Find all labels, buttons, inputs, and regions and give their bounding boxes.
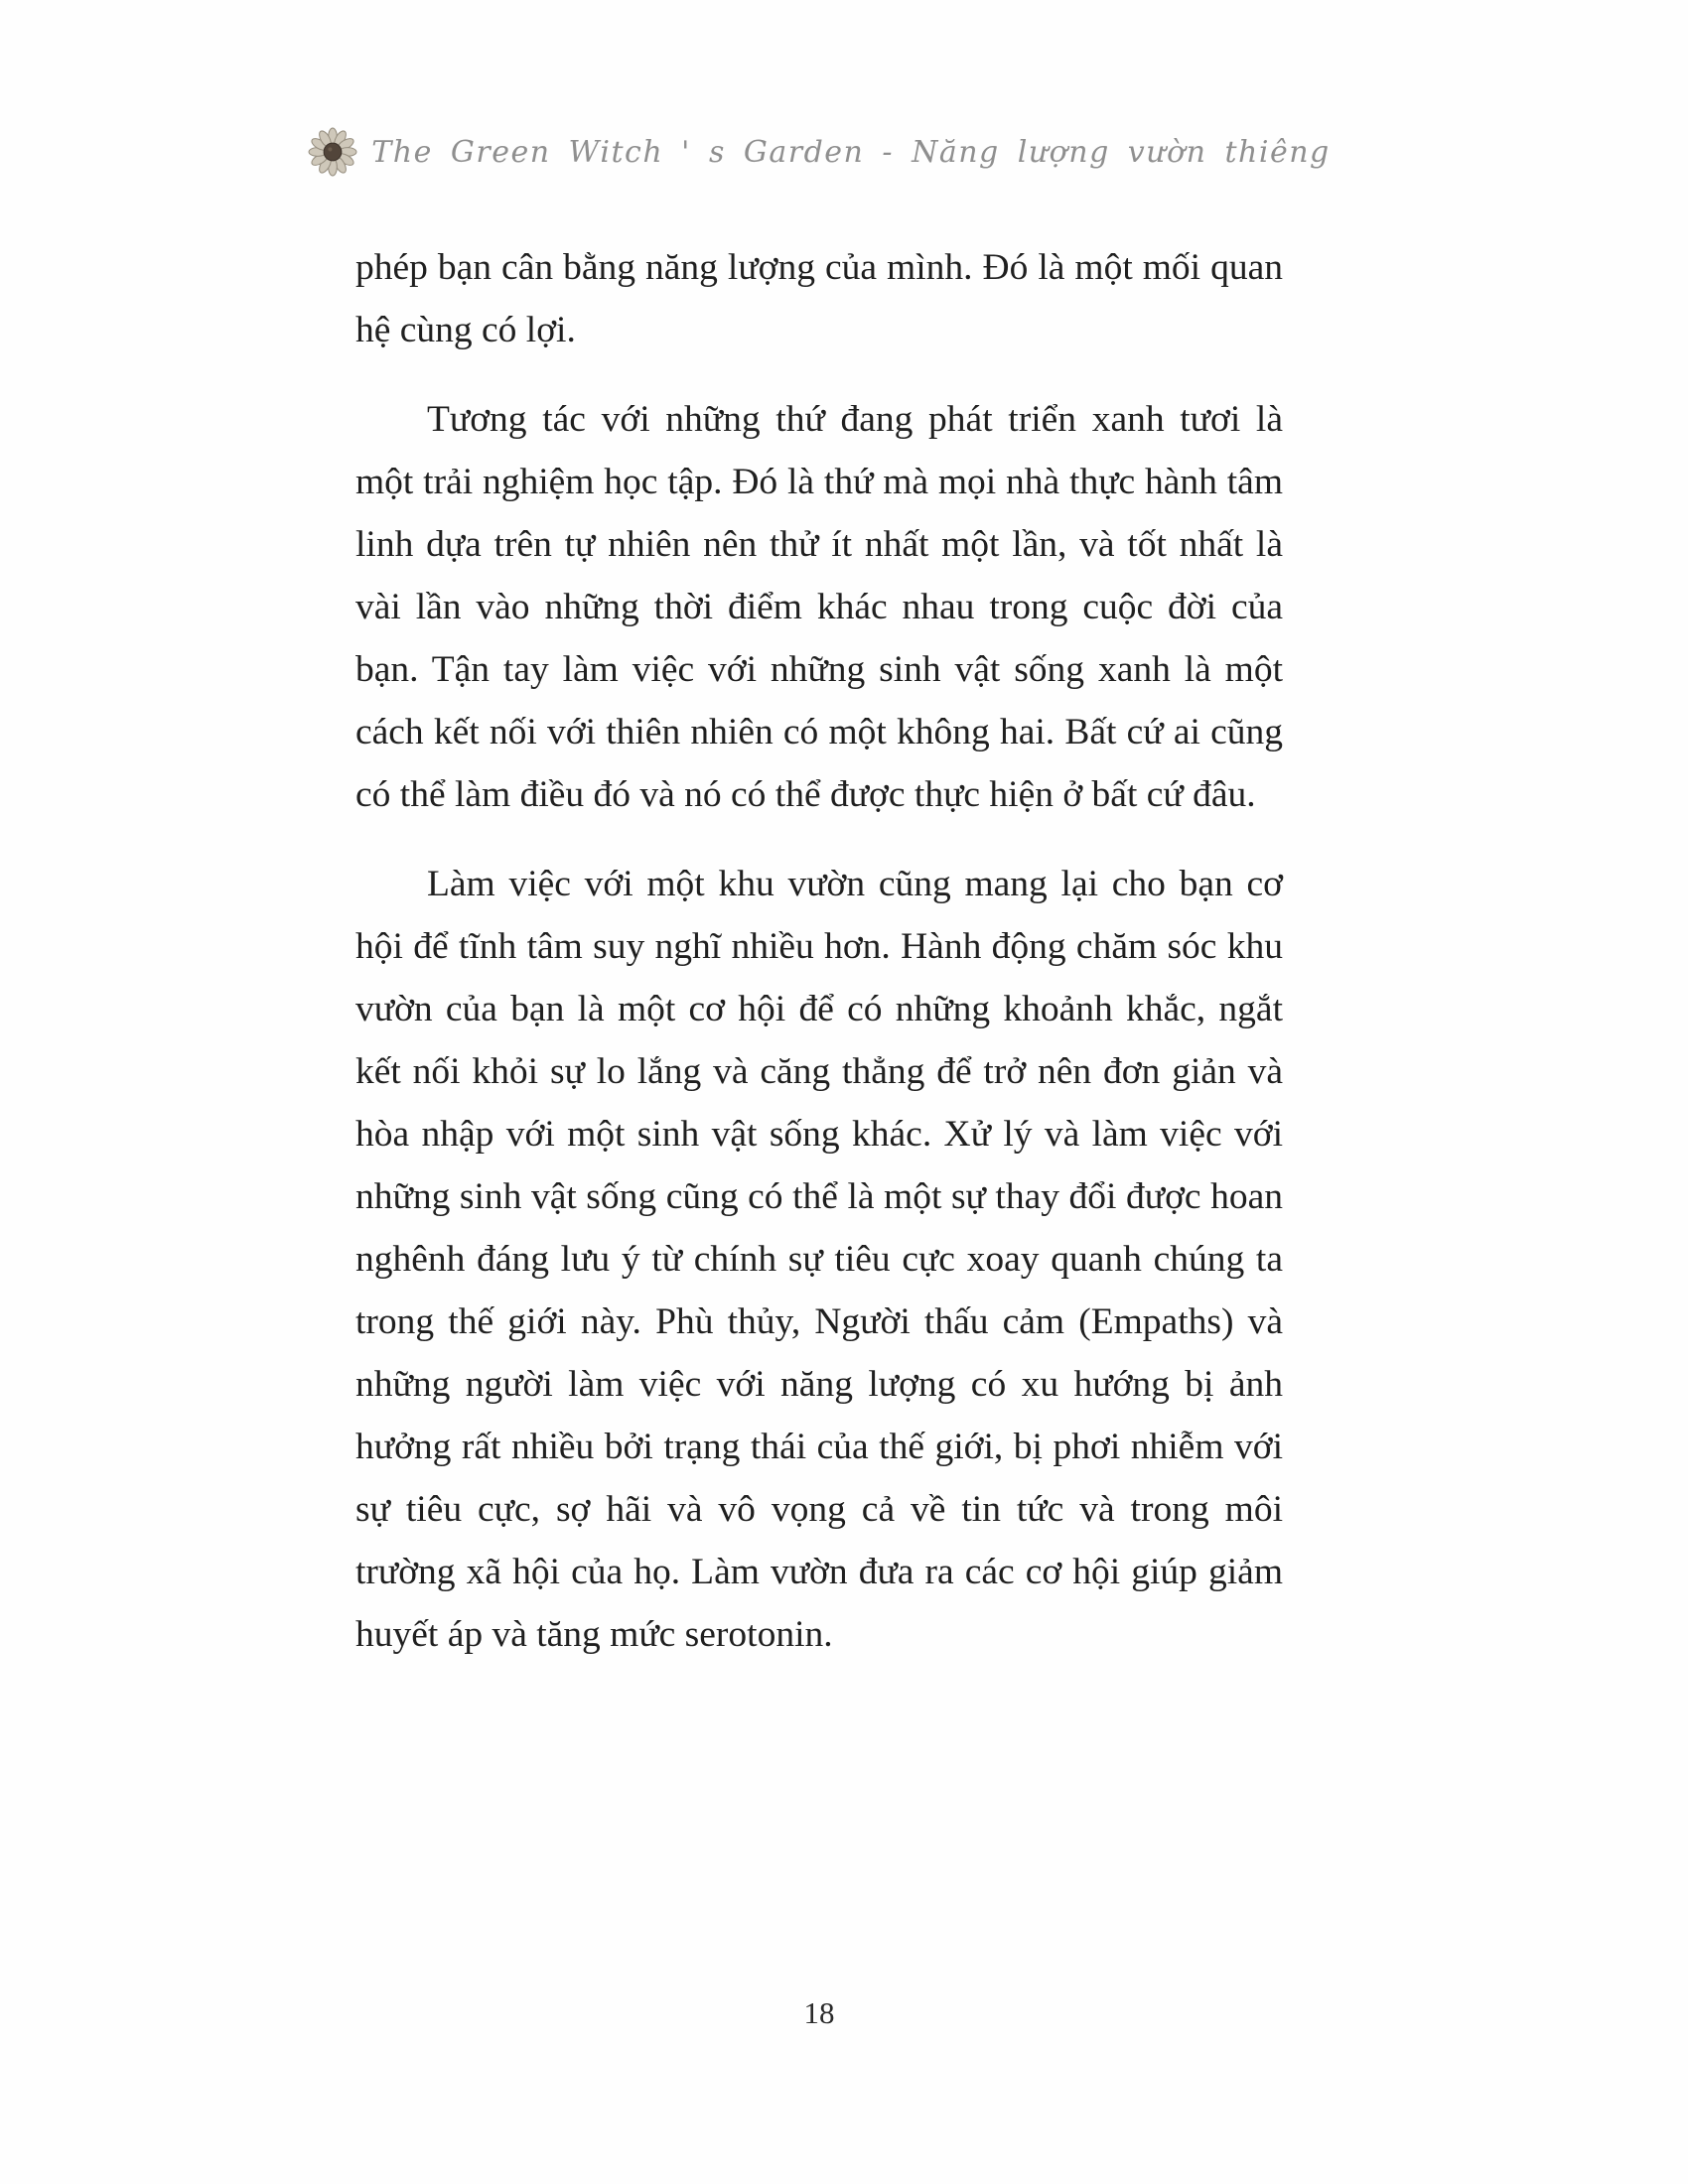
sunflower-icon-graphic bbox=[308, 127, 357, 177]
page-number: 18 bbox=[803, 1995, 835, 2030]
page-footer bbox=[355, 1995, 1283, 2031]
running-header bbox=[355, 127, 1331, 177]
paragraph-1: phép bạn cân bằng năng lượng của mình. Đó là một mối quan hệ cùng có lợi. bbox=[355, 247, 1283, 350]
running-header-title: The Green Witch ' s Garden - Năng lượng vườn thiêng bbox=[371, 134, 1331, 170]
page-body bbox=[355, 236, 1283, 1693]
paragraph-3: Làm việc với một khu vườn cũng mang lại cho bạn cơ hội để tĩnh tâm suy nghĩ nhiều hơn. Hành động chăm sóc khu vườn của bạn là một cơ hội để có những khoảnh khắc, ngắt kết nối khỏi sự lo lắng và căng thẳng để trở nên đơn giản và hòa nhập với một sinh vật sống khác. Xử lý và làm việc với những sinh vật sống cũng có thể là một sự thay đổi được hoan nghênh đáng lưu ý từ chính sự tiêu cực xoay quanh chúng ta trong thế giới này. Phù thủy, Người thấu cảm (Empaths) và những người làm việc với năng lượng có xu hướng bị ảnh hưởng rất nhiều bởi trạng thái của thế giới, bị phơi nhiễm với sự tiêu cực, sợ hãi và vô vọng cả về tin tức và trong môi trường xã hội của họ. Làm vườn đưa ra các cơ hội giúp giảm huyết áp và tăng mức serotonin. bbox=[355, 864, 1283, 1655]
sunflower-icon bbox=[308, 127, 357, 177]
paragraph-2: Tương tác với những thứ đang phát triển xanh tươi là một trải nghiệm học tập. Đó là thứ mà mọi nhà thực hành tâm linh dựa trên tự nhiên nên thử ít nhất một lần, và tốt nhất là vài lần vào những thời điểm khác nhau trong cuộc đời của bạn. Tận tay làm việc với những sinh vật sống xanh là một cách kết nối với thiên nhiên có một không hai. Bất cứ ai cũng có thể làm điều đó và nó có thể được thực hiện ở bất cứ đâu. bbox=[355, 399, 1283, 815]
